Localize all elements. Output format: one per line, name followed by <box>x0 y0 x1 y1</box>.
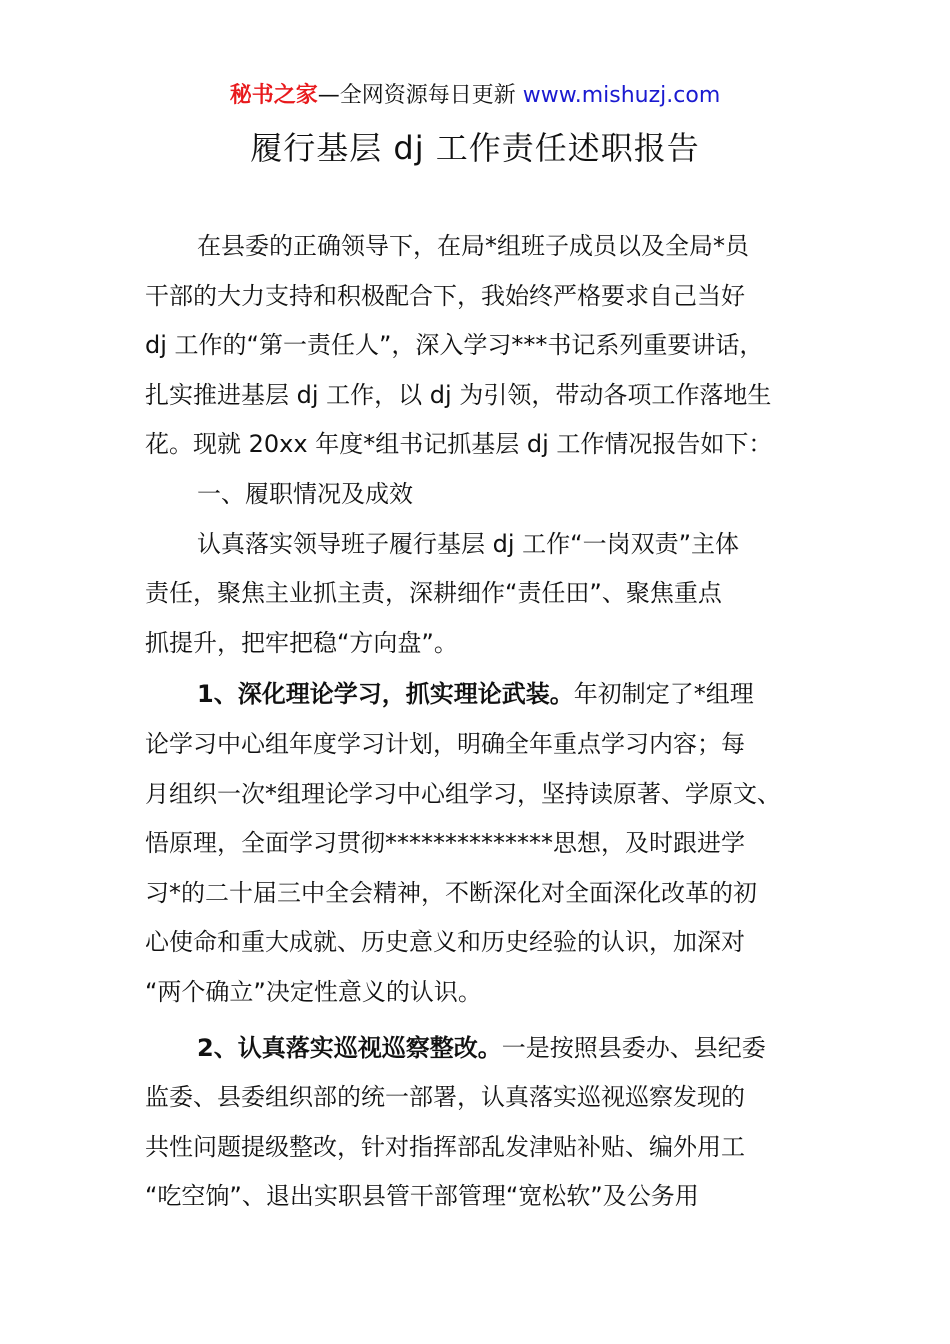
item2-line: “吃空饷”、退出实职县管干部管理“宽松软”及公务用 <box>145 1182 699 1211</box>
item1-line: “两个确立”决定性意义的认识。 <box>145 977 482 1006</box>
section-paragraph-line: 抓提升，把牢把稳“方向盘”。 <box>145 628 458 657</box>
site-tagline: —全网资源每日更新 <box>317 83 523 108</box>
section-paragraph-line: 认真落实领导班子履行基层 dj 工作“一岗双责”主体 <box>197 529 740 558</box>
document-body <box>145 222 845 1222</box>
site-name: 秘书之家 <box>229 83 318 108</box>
document-title: 履行基层 dj 工作责任述职报告 <box>250 129 700 167</box>
item1-line: 月组织一次*组理论学习中心组学习，坚持读原著、学原文、 <box>145 779 781 808</box>
intro-line: 花。现就 20xx 年度*组书记抓基层 dj 工作情况报告如下： <box>145 430 773 459</box>
intro-line: 扎实推进基层 dj 工作，以 dj 为引领，带动各项工作落地生 <box>145 380 772 409</box>
item1-line: 悟原理，全面学习贯彻**************思想，及时跟进学 <box>145 829 745 858</box>
item2-first-line-text: 一是按照县委办、县纪委 <box>501 1033 766 1062</box>
item2-first-line <box>145 1024 845 1074</box>
section-paragraph-line: 责任，聚焦主业抓主责，深耕细作“责任田”、聚焦重点 <box>145 579 722 608</box>
item1-line: 论学习中心组年度学习计划，明确全年重点学习内容；每 <box>145 729 745 758</box>
site-header <box>0 80 950 112</box>
intro-line: 在县委的正确领导下，在局*组班子成员以及全局*员 <box>197 232 749 260</box>
item2-line: 共性问题提级整改，针对指挥部乱发津贴补贴、编外用工 <box>145 1132 745 1161</box>
item1-line: 心使命和重大成就、历史意义和历史经验的认识，加深对 <box>145 928 745 957</box>
item1-first-line-text: 年初制定了*组理 <box>573 680 754 709</box>
item2-line: 监委、县委组织部的统一部署，认真落实巡视巡察发现的 <box>145 1083 745 1112</box>
item1-line: 习*的二十届三中全会精神，不断深化对全面深化改革的初 <box>145 878 757 907</box>
intro-line: 干部的大力支持和积极配合下，我始终严格要求自己当好 <box>145 281 745 310</box>
item2-heading: 2、认真落实巡视巡察整改。 <box>197 1033 502 1062</box>
item1-heading: 1、深化理论学习，抓实理论武装。 <box>197 680 574 709</box>
intro-line: dj 工作的“第一责任人”，深入学习***书记系列重要讲话， <box>145 331 764 360</box>
section-heading: 一、履职情况及成效 <box>197 479 413 508</box>
site-url-link[interactable]: www.mishuzj.com <box>522 83 721 108</box>
item1-first-line <box>145 670 845 720</box>
